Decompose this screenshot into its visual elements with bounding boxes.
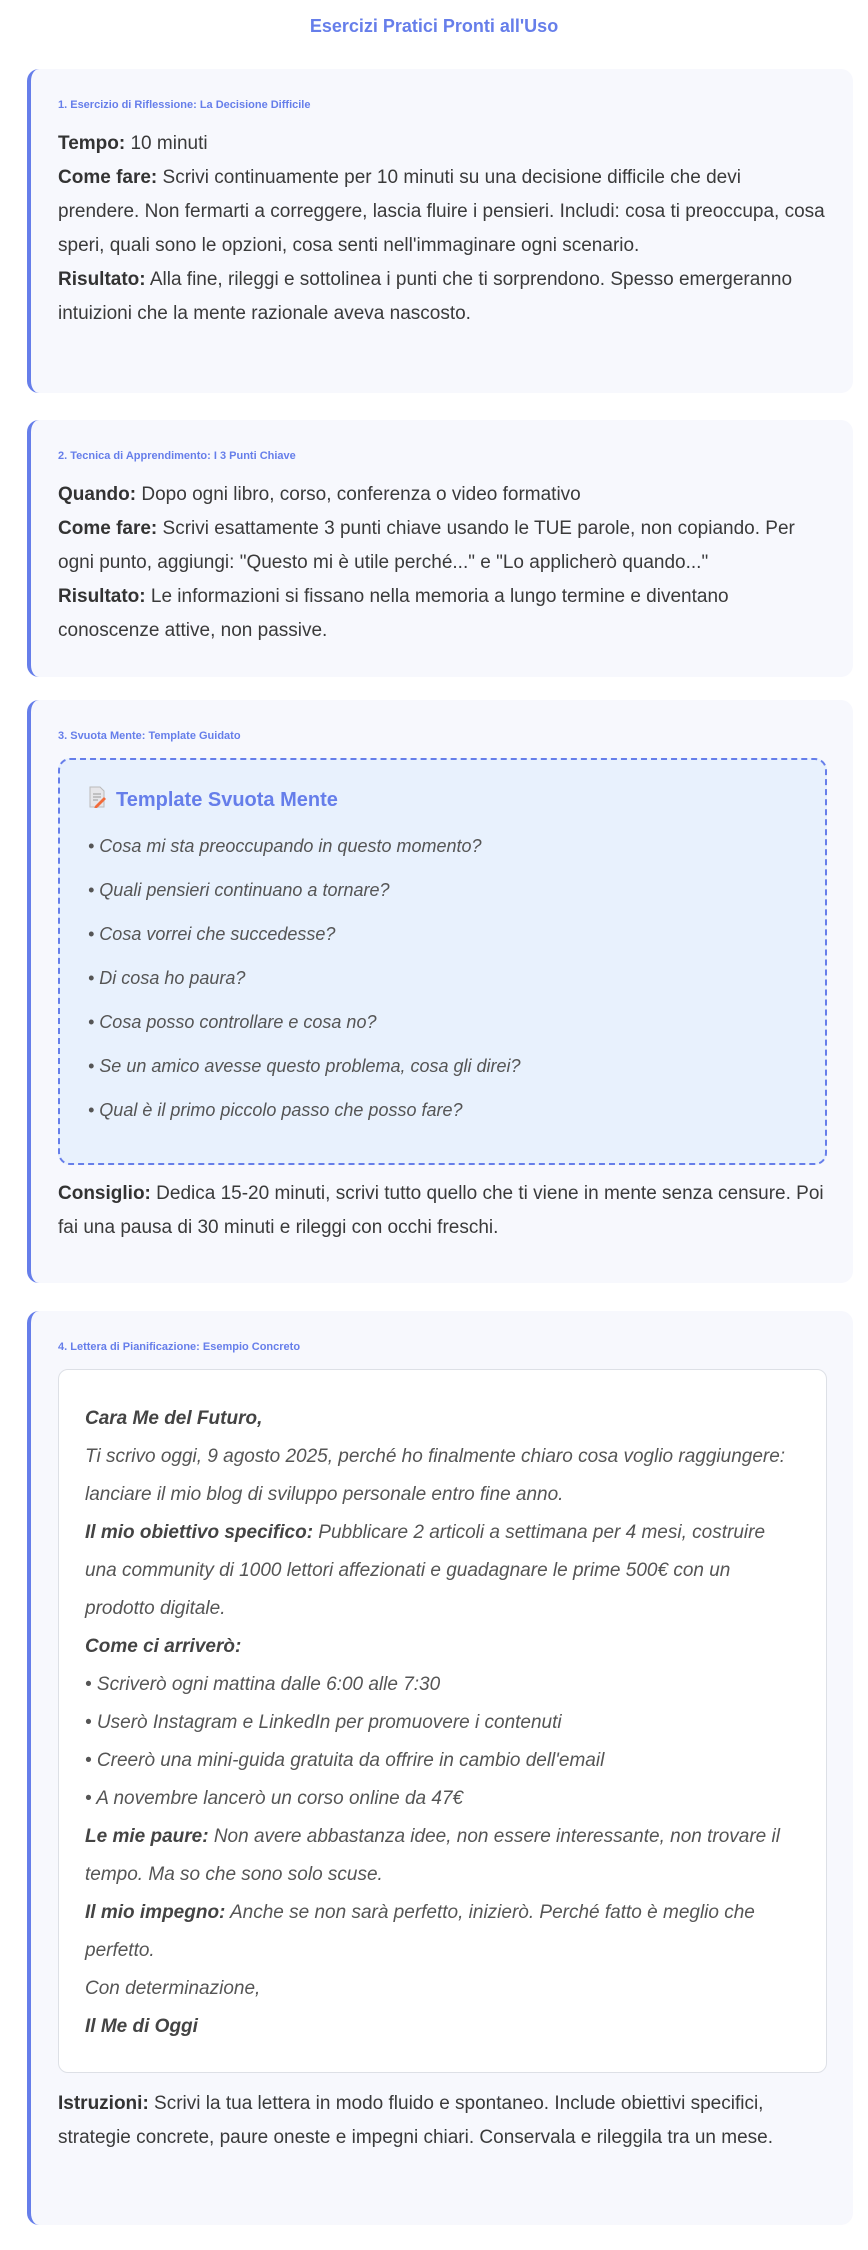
text: Scrivi continuamente per 10 minuti su una decisione difficile che devi prendere. Non fermarti a correggere, lascia fluire i pensieri. Includi: cosa ti preoccupa, cosa speri, quali sono le opzioni, cosa senti nell'immaginare ogni scenario. — [58, 167, 825, 256]
label: Come fare: — [58, 167, 158, 188]
greeting: Cara Me del Futuro, — [85, 1408, 263, 1429]
instructions — [58, 2087, 827, 2155]
label: Tempo: — [58, 133, 126, 154]
template-item: • Quali pensieri continuano a tornare? — [88, 880, 390, 900]
template-item: • Se un amico avesse questo problema, cosa gli direi? — [88, 1056, 521, 1076]
label: Consiglio: — [58, 1183, 151, 1204]
card-body — [58, 127, 827, 331]
row-result — [58, 580, 827, 648]
template-item: • Cosa vorrei che succedesse? — [88, 924, 336, 944]
tip — [58, 1177, 827, 1245]
label: Quando: — [58, 484, 137, 505]
text: Le informazioni si fissano nella memoria a lungo termine e diventano conoscenze attive, non passive. — [58, 586, 729, 641]
template-title-text: Template Svuota Mente — [116, 788, 338, 811]
closing: Con determinazione, — [85, 1978, 261, 1999]
intro: Ti scrivo oggi, 9 agosto 2025, perché ho finalmente chiaro cosa voglio raggiungere: lanciare il mio blog di sviluppo personale entro fine anno. — [85, 1446, 786, 1505]
label: Risultato: — [58, 586, 146, 607]
card-heading: 1. Esercizio di Riflessione: La Decisione Difficile — [58, 99, 311, 111]
label: Risultato: — [58, 269, 146, 290]
text: Scrivi la tua lettera in modo fluido e spontaneo. Include obiettivi specifici, strategie concrete, paure oneste e impegni chiari. Conservala e rileggila tra un mese. — [58, 2093, 773, 2148]
label: Le mie paure: — [85, 1826, 209, 1847]
label: Come fare: — [58, 518, 158, 539]
exercise-card-4 — [27, 1311, 853, 2225]
template-item: • Di cosa ho paura? — [88, 968, 246, 988]
page-title: Esercizi Pratici Pronti all'Uso — [309, 16, 559, 36]
text: 10 minuti — [125, 133, 208, 154]
template-item: • Cosa posso controllare e cosa no? — [88, 1012, 377, 1032]
card-heading: 3. Svuota Mente: Template Guidato — [58, 730, 241, 742]
step: • Creerò una mini-guida gratuita da offrire in cambio dell'email — [85, 1750, 605, 1771]
row-result — [58, 263, 827, 331]
text: Anche se non sarà perfetto, inizierò. Perché fatto è meglio che perfetto. — [85, 1902, 755, 1961]
exercise-card-2 — [27, 420, 853, 677]
text: Alla fine, rileggi e sottolinea i punti che ti sorprendono. Spesso emergeranno intuizioni che la mente razionale aveva nascosto. — [58, 269, 793, 324]
label: Il mio impegno: — [85, 1902, 226, 1923]
row-how — [58, 512, 827, 580]
step: • Scriverò ogni mattina dalle 6:00 alle 7:30 — [85, 1674, 441, 1695]
row-when — [58, 478, 827, 512]
template-item: • Qual è il primo piccolo passo che posso fare? — [88, 1100, 463, 1120]
row-time — [58, 127, 827, 161]
exercise-card-1 — [27, 69, 853, 393]
row-how — [58, 161, 827, 263]
card-heading: 2. Tecnica di Apprendimento: I 3 Punti Chiave — [58, 450, 296, 462]
text: Scrivi esattamente 3 punti chiave usando le TUE parole, non copiando. Per ogni punto, aggiungi: "Questo mi è utile perché..." e "Lo applicherò quando..." — [58, 518, 795, 573]
template-title — [88, 786, 799, 814]
step: • A novembre lancerò un corso online da 47€ — [85, 1788, 464, 1809]
label: Il mio obiettivo specifico: — [85, 1522, 314, 1543]
card-heading: 4. Lettera di Pianificazione: Esempio Concreto — [58, 1341, 301, 1353]
signature: Il Me di Oggi — [85, 2016, 198, 2037]
exercise-card-3 — [27, 700, 853, 1283]
template-box — [58, 758, 827, 1165]
label: Come ci arriverò: — [85, 1636, 242, 1657]
text: Non avere abbastanza idee, non essere interessante, non trovare il tempo. Ma so che sono solo scuse. — [85, 1826, 780, 1885]
text: Pubblicare 2 articoli a settimana per 4 mesi, costruire una community di 1000 lettori affezionati e guadagnare le prime 500€ con un prodotto digitale. — [85, 1522, 766, 1619]
label: Istruzioni: — [58, 2093, 149, 2114]
example-letter — [58, 1369, 827, 2073]
card-body — [58, 478, 827, 648]
step: • Userò Instagram e LinkedIn per promuovere i contenuti — [85, 1712, 562, 1733]
text: Dedica 15-20 minuti, scrivi tutto quello che ti viene in mente senza censure. Poi fai una pausa di 30 minuti e rileggi con occhi freschi. — [58, 1183, 824, 1238]
text: Dopo ogni libro, corso, conferenza o video formativo — [136, 484, 581, 505]
memo-pencil-icon — [88, 786, 108, 814]
template-item: • Cosa mi sta preoccupando in questo momento? — [88, 836, 482, 856]
